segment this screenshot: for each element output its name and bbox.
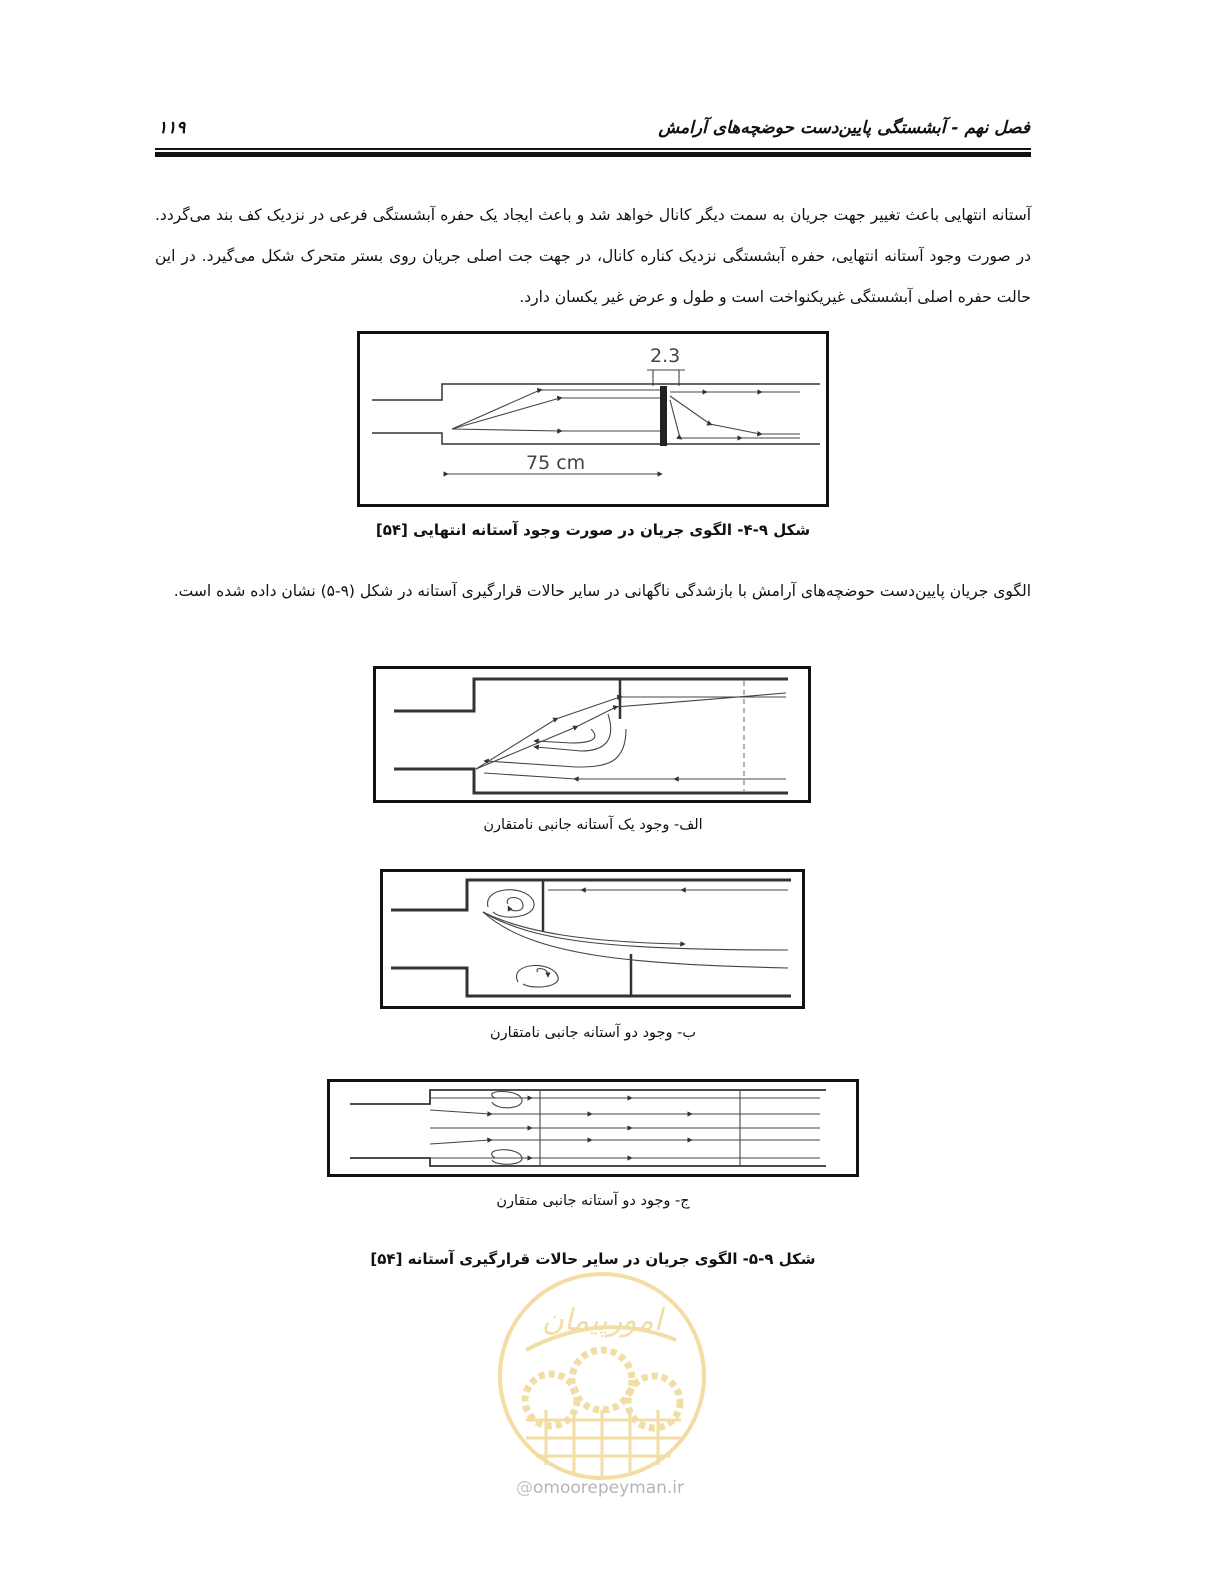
figure-two-symmetric-sills [327, 1079, 859, 1177]
chapter-title: فصل نهم - آبشستگی پایین‌دست حوضچه‌های آرامش [658, 118, 1030, 138]
watermark-url [490, 1478, 710, 1498]
paragraph-end-sill: آستانه انتهایی باعث تغییر جهت جریان به سمت دیگر کانال خواهد شد و باعث ایجاد یک حفره آبشستگی فرعی در نزدیک کف بند می‌گردد. در صورت وجود آستانه انتهایی، حفره آبشستگی نزدیک کناره کانال، در جهت جت اصلی جریان روی بستر متحرک شکل می‌گیرد. در این حالت حفره اصلی آبشستگی غیریکنواخت است و طول و عرض غیر یکسان دارد. [155, 206, 1031, 306]
figure-one-asymmetric-sill [373, 666, 811, 803]
figure-caption-a: الف- وجود یک آستانه جانبی نامتقارن [483, 817, 703, 833]
watermark-url-text: omoorepeyman.ir [532, 1478, 685, 1498]
figure-two-asymmetric-sills [380, 869, 805, 1009]
watermark-logo [496, 1270, 708, 1482]
figure-caption-9-5: شکل ۹-۵- الگوی جریان در سایر حالات قرارگیری آستانه [۵۴] [370, 1250, 816, 1268]
dimension-label-top: 2.3 [650, 345, 681, 367]
page-number: ۱۱۹ [158, 118, 186, 138]
figure-end-sill-flow [357, 331, 829, 507]
figure-caption-b: ب- وجود دو آستانه جانبی نامتقارن [490, 1025, 696, 1041]
figure-caption-9-4: شکل ۹-۴- الگوی جریان در صورت وجود آستانه انتهایی [۵۴] [375, 521, 811, 539]
header-rule-thick [155, 152, 1031, 157]
figure-caption-c: ج- وجود دو آستانه جانبی متقارن [496, 1193, 690, 1209]
header-rule [155, 148, 1031, 150]
paragraph-other-sills: الگوی جریان پایین‌دست حوضچه‌های آرامش با بازشدگی ناگهانی در سایر حالات قرارگیری آستانه در شکل (۹-۵) نشان داده شده است. [173, 582, 1031, 600]
at-sign: @ [515, 1478, 533, 1498]
dimension-label-bottom: 75 cm [526, 452, 586, 474]
svg-text:امورپیمان: امورپیمان [541, 1303, 663, 1338]
